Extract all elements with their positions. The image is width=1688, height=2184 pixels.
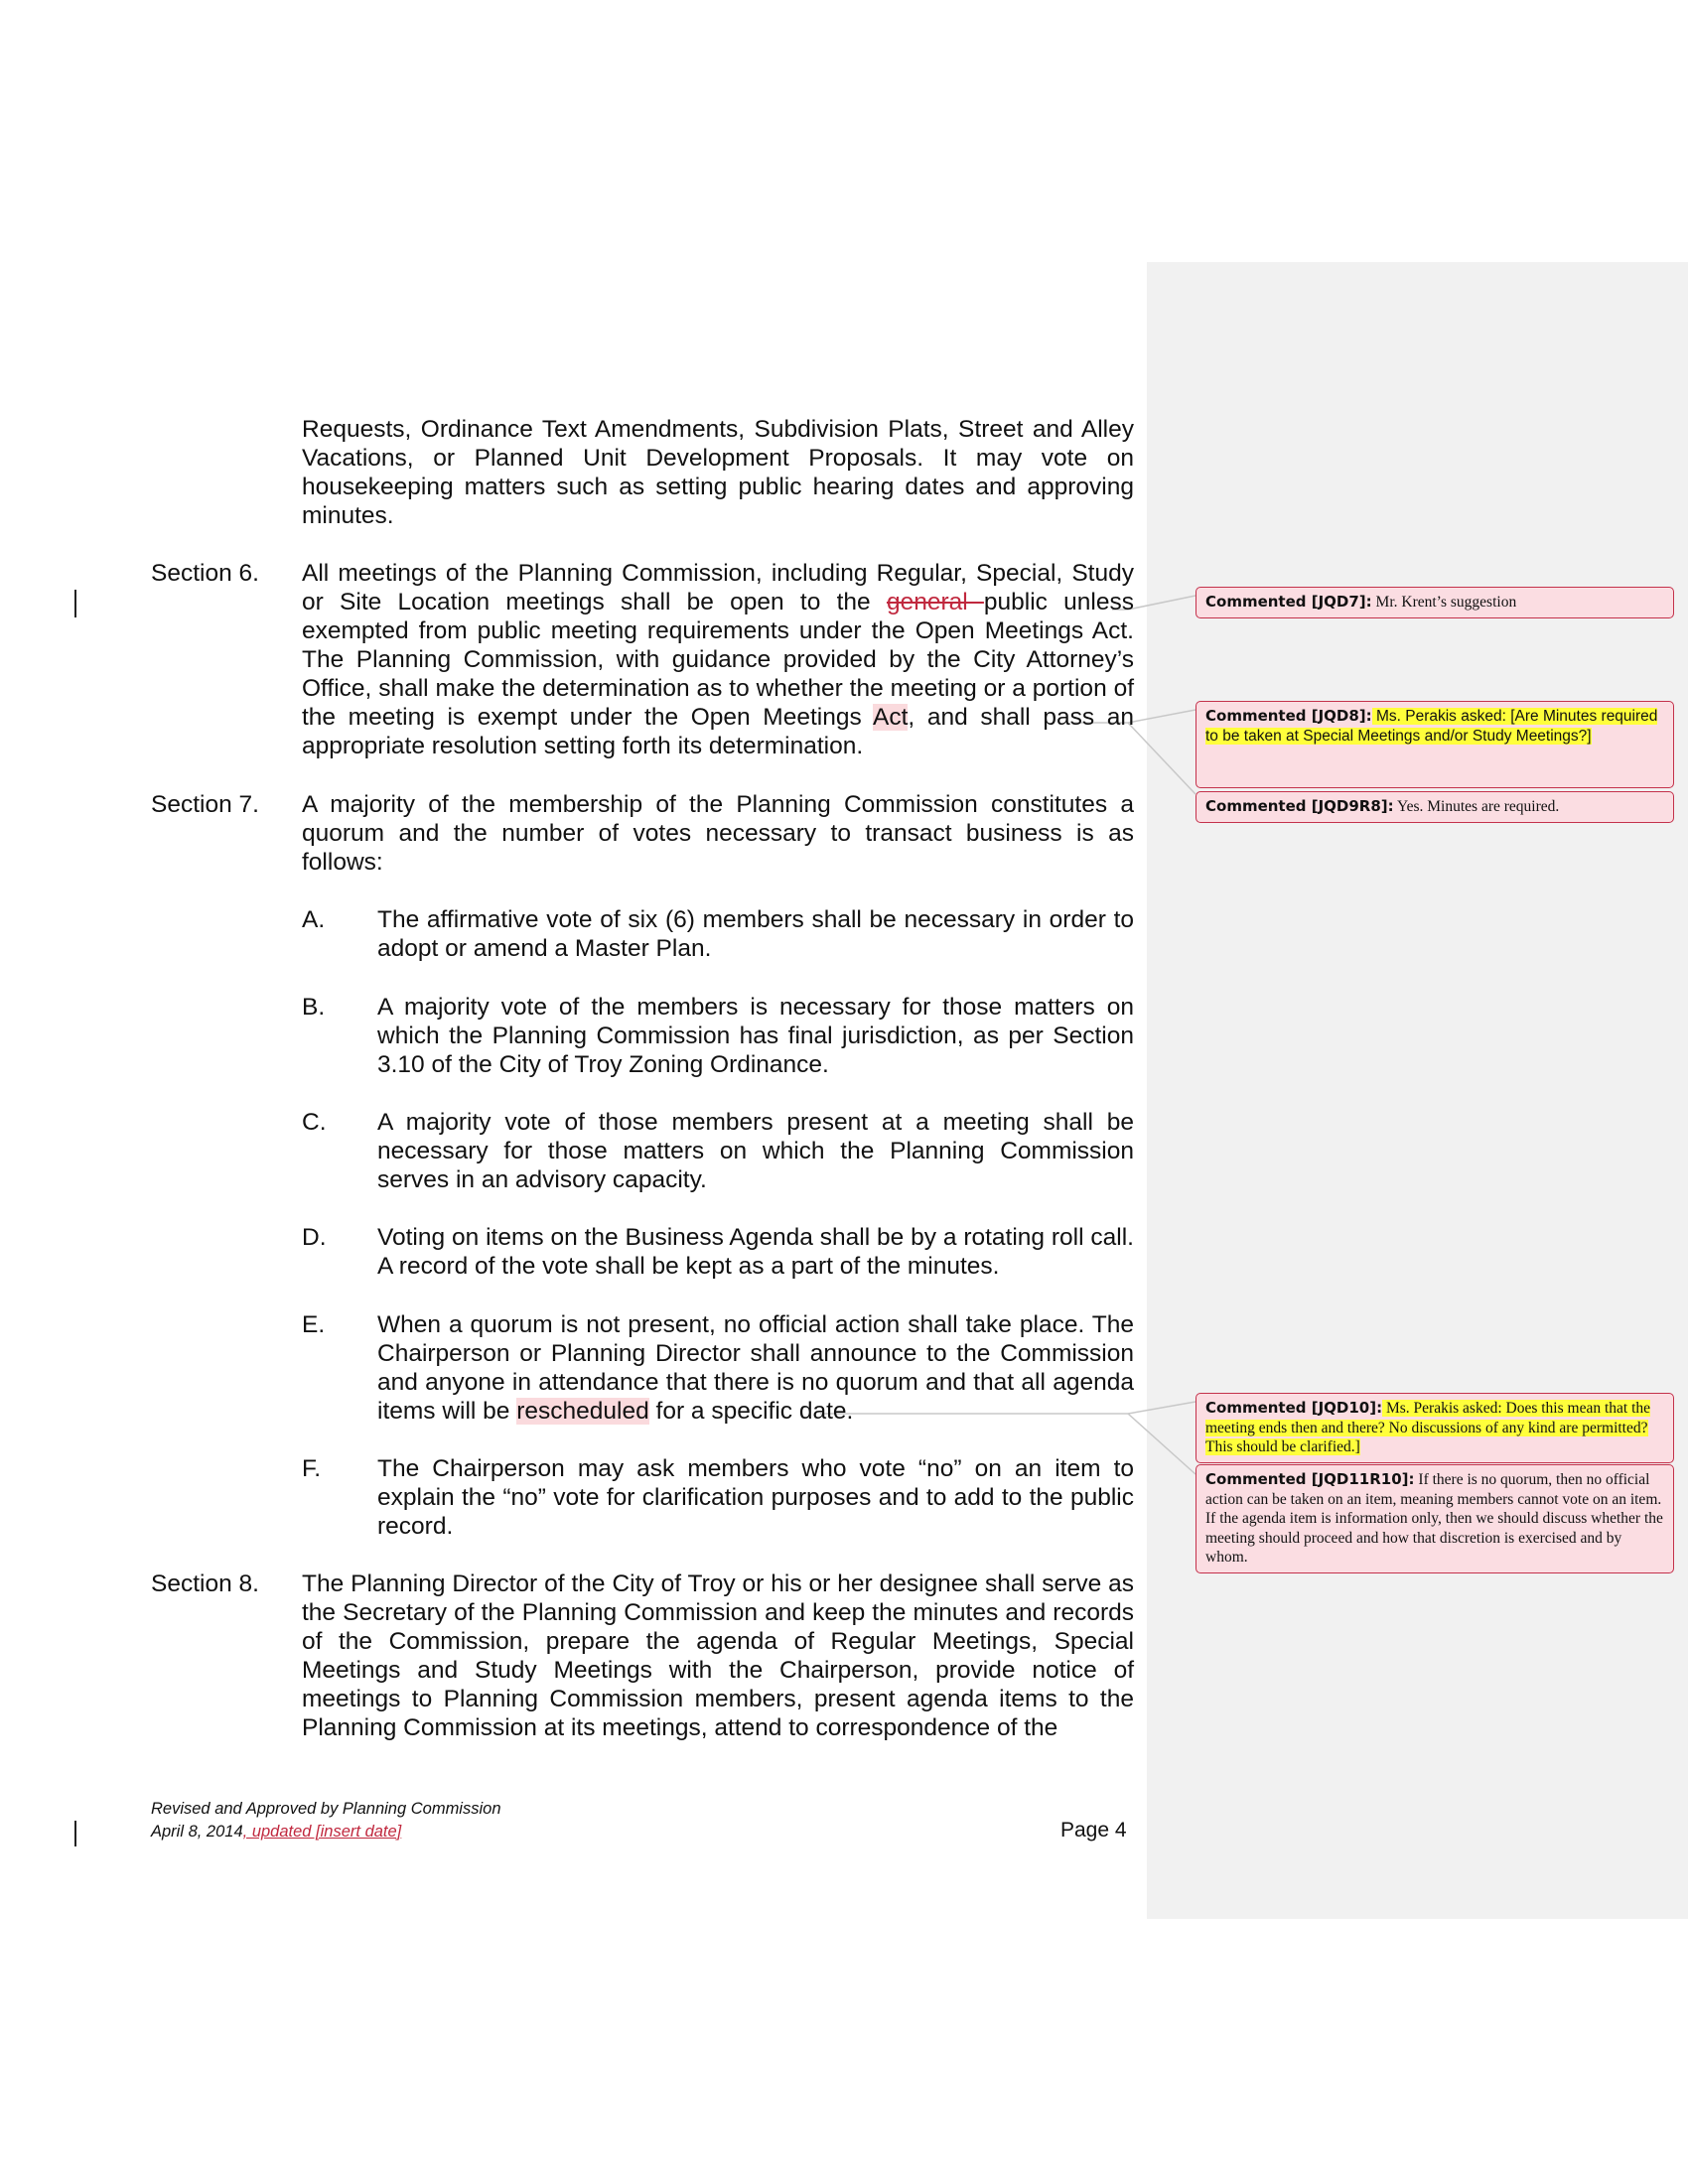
section-6-label: Section 6. — [151, 560, 259, 587]
comment-balloon[interactable]: Commented [JQD9R8]: Yes. Minutes are required. — [1196, 791, 1674, 823]
commented-text-rescheduled[interactable]: rescheduled — [516, 1398, 649, 1425]
section-8-text: The Planning Director of the City of Troy or his or her designee shall serve as the Secretary of the Planning Commission and keep the minutes and records of the Commission, prepare the agenda of Regular Meetings, Special Meetings and Study Meetings with the Chairperson, provide notice of meetings to Planning Commission members, present agenda items to the Planning Commission at its meetings, attend to correspondence of the — [302, 1570, 1134, 1741]
comment-balloon[interactable]: Commented [JQD10]: Ms. Perakis asked: Does this mean that the meeting ends then and there? No discussions of any kind are permitted? This should be clarified.] — [1196, 1393, 1674, 1463]
item-letter: F. — [302, 1455, 322, 1482]
inserted-text[interactable]: , updated [insert date] — [242, 1823, 402, 1841]
comment-balloon[interactable]: Commented [JQD7]: Mr. Krent’s suggestion — [1196, 587, 1674, 618]
paragraph-continuation: Requests, Ordinance Text Amendments, Subdivision Plats, Street and Alley Vacations, or Planned Unit Development Proposals. It may vote on housekeeping matters such as setting public hearing dates and approving minutes. — [302, 416, 1134, 529]
item-letter: C. — [302, 1109, 327, 1136]
item-text: The affirmative vote of six (6) members shall be necessary in order to adopt or amend a Master Plan. — [377, 906, 1134, 962]
change-bar — [74, 1821, 76, 1846]
comment-balloon[interactable]: Commented [JQD11R10]: If there is no quorum, then no official action can be taken on an item, meaning members cannot vote on an item. If the agenda item is information only, then we should discuss whether the meeting should proceed and how that discretion is exercised and by whom. — [1196, 1464, 1674, 1573]
commented-text-act[interactable]: Act — [873, 704, 909, 731]
footer-revision-note: Revised and Approved by Planning Commission — [151, 1800, 501, 1818]
item-text: The Chairperson may ask members who vote “no” on an item to explain the “no” vote for clarification purposes and to add to the public record. — [377, 1455, 1134, 1540]
comment-balloon[interactable]: Commented [JQD8]: Ms. Perakis asked: [Are Minutes required to be taken at Special Meetings and/or Study Meetings?] — [1196, 701, 1674, 788]
change-bar — [74, 590, 76, 617]
item-letter: B. — [302, 994, 326, 1021]
item-letter: D. — [302, 1224, 327, 1251]
deleted-text[interactable]: general — [886, 589, 984, 615]
section-7-label: Section 7. — [151, 791, 259, 818]
item-letter: A. — [302, 906, 326, 933]
item-text: Voting on items on the Business Agenda shall be by a rotating roll call. A record of the vote shall be kept as a part of the minutes. — [377, 1224, 1134, 1280]
section-8-label: Section 8. — [151, 1570, 259, 1597]
page-number: Page 4 — [1060, 1819, 1127, 1842]
section-6-text: All meetings of the Planning Commission, including Regular, Special, Study or Site Location meetings shall be open to the general public unless exempted from public meeting requirements under the Open Meetings Act. The Planning Commission, with guidance provided by the City Attorney’s Office, shall make the determination as to whether the meeting or a portion of the meeting is exempt under the Open Meetings Act, and shall pass an appropriate resolution setting forth its determination. — [302, 560, 1135, 759]
item-text: A majority vote of those members present at a meeting shall be necessary for those matters on which the Planning Commission serves in an advisory capacity. — [377, 1109, 1134, 1193]
item-letter: E. — [302, 1311, 326, 1338]
section-7-text: A majority of the membership of the Planning Commission constitutes a quorum and the number of votes necessary to transact business is as follows: — [302, 791, 1134, 876]
item-text: When a quorum is not present, no official action shall take place. The Chairperson or Planning Director shall announce to the Commission and anyone in attendance that there is no quorum and that all agenda items will be rescheduled for a specific date. — [377, 1311, 1134, 1425]
footer-date: April 8, 2014, updated [insert date] — [151, 1823, 402, 1841]
item-text: A majority vote of the members is necessary for those matters on which the Planning Commission has final jurisdiction, as per Section 3.10 of the City of Troy Zoning Ordinance. — [377, 994, 1134, 1078]
